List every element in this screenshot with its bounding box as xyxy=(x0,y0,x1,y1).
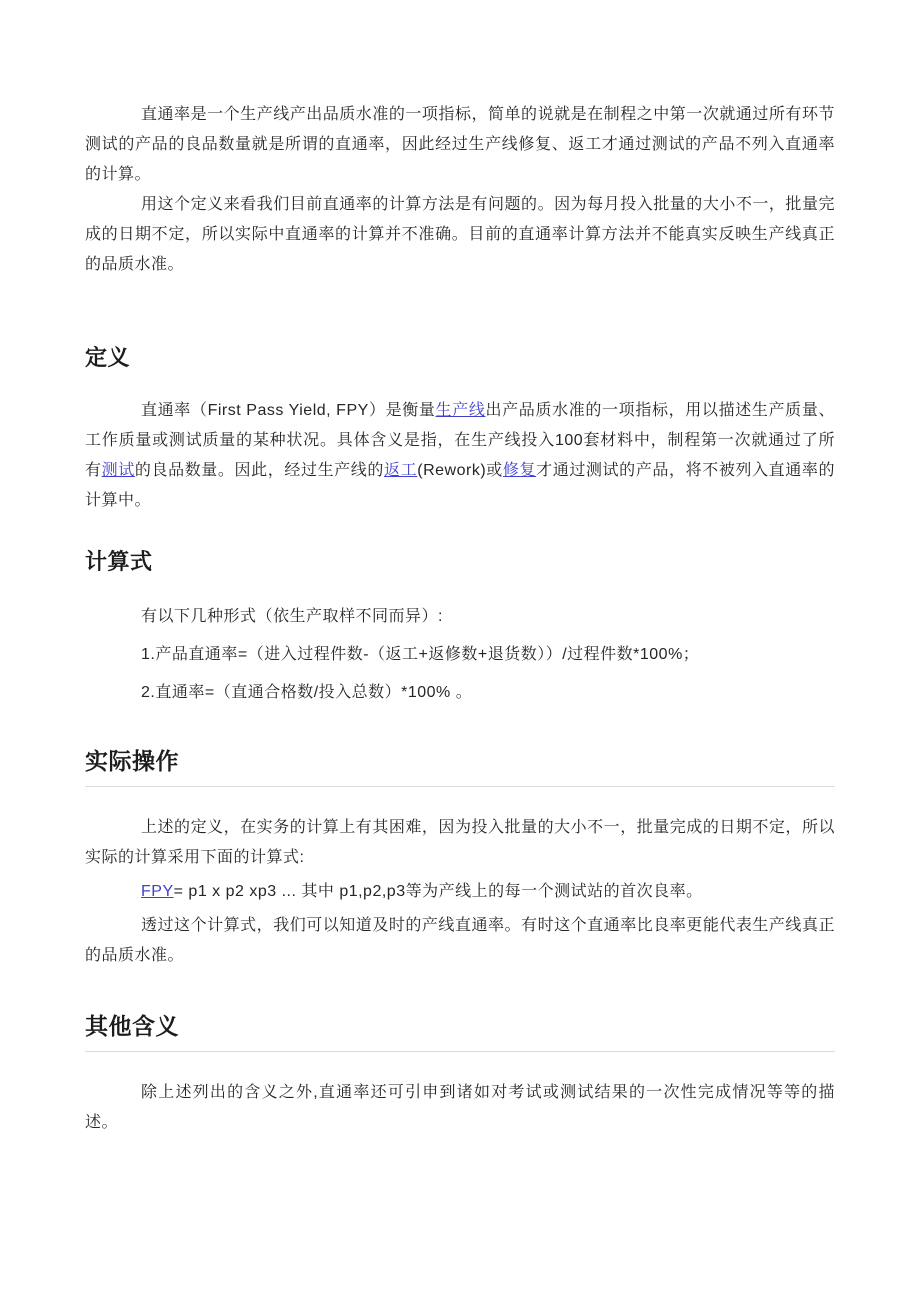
section-practice-heading-wrap xyxy=(85,746,835,787)
section-formula-heading-wrap xyxy=(85,546,835,578)
definition-paragraph xyxy=(85,396,835,516)
formula-line-1: 1.产品直通率=（进入过程件数-（返工+返修数+退货数））/过程件数*100%； xyxy=(141,646,700,663)
section-other-heading-wrap xyxy=(85,1011,835,1052)
practice-paragraph-2: 透过这个计算式，我们可以知道及时的产线直通率。有时这个直通率比良率更能代表生产线真正的品质水准。 xyxy=(85,917,835,964)
section-heading-practice: 实际操作 xyxy=(85,749,179,774)
other-paragraph: 除上述列出的含义之外,直通率还可引申到诸如对考试或测试结果的一次性完成情况等等的描述。 xyxy=(85,1084,835,1131)
text-run: = p1 x p2 xp3 ... 其中 p1,p2,p3等为产线上的每一个测试站的首次良率。 xyxy=(173,883,703,900)
formula-line-2: 2.直通率=（直通合格数/投入总数）*100% 。 xyxy=(141,684,473,701)
section-heading-other: 其他含义 xyxy=(85,1014,179,1039)
inline-link-fpy[interactable]: FPY xyxy=(141,883,174,900)
text-run: 的良品数量。因此，经过生产线的 xyxy=(134,462,385,479)
inline-link-repair[interactable]: 修复 xyxy=(502,462,537,479)
section-heading-definition: 定义 xyxy=(85,345,131,370)
text-run: 出产品质水准的一项指标，用以描述生产质量、工作质量或测试质量的某种状况。具体含义是指，在生产线投入100套材料中，制程第一次就通过了所有 xyxy=(85,402,835,479)
intro-paragraph-1: 直通率是一个生产线产出品质水准的一项指标，简单的说就是在制程之中第一次就通过所有环节测试的产品的良品数量就是所谓的直通率，因此经过生产线修复、返工才通过测试的产品不列入直通率的计算。 xyxy=(85,106,835,183)
inline-link-rework[interactable]: 返工 xyxy=(384,462,418,479)
intro-paragraph-2: 用这个定义来看我们目前直通率的计算方法是有问题的。因为每月投入批量的大小不一，批量完成的日期不定，所以实际中直通率的计算并不准确。目前的直通率计算方法并不能真实反映生产线真正的品质水准。 xyxy=(85,196,835,273)
formula-intro-line: 有以下几种形式（依生产取样不同而异）: xyxy=(141,608,443,625)
text-run: (Rework)或 xyxy=(417,462,503,479)
inline-link-production-line[interactable]: 生产线 xyxy=(435,402,486,419)
text-run: 直通率（First Pass Yield, FPY）是衡量 xyxy=(141,402,436,419)
section-heading-formula: 计算式 xyxy=(85,549,153,574)
text-run: 才通过测试的产品，将不被列入直通率的计算中。 xyxy=(85,462,835,509)
inline-link-test[interactable]: 测试 xyxy=(101,462,135,479)
practice-paragraph-1: 上述的定义，在实务的计算上有其困难，因为投入批量的大小不一，批量完成的日期不定，所以实际的计算采用下面的计算式: xyxy=(85,819,835,866)
section-definition-heading-wrap xyxy=(85,342,835,374)
fpy-formula-line xyxy=(85,877,835,907)
